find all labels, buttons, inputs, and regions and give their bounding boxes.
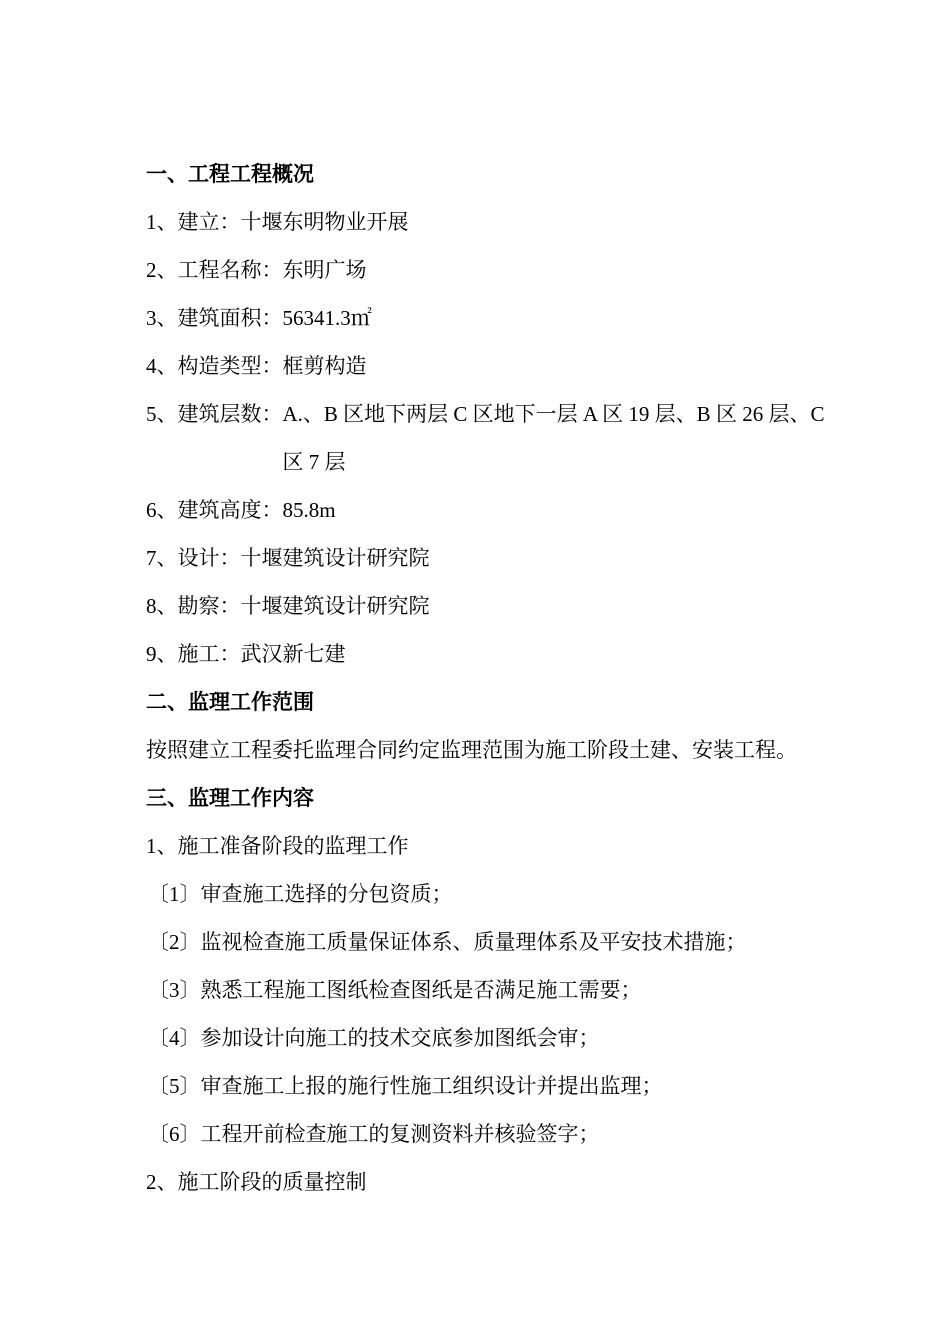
list-item-prep-6: 〔6〕工程开前检查施工的复测资料并核验签字； xyxy=(148,1122,600,1146)
list-item-prep-1: 〔1〕审查施工选择的分包资质； xyxy=(148,882,453,906)
subheading-preparation-stage: 1、施工准备阶段的监理工作 xyxy=(146,834,409,858)
list-item-prep-5: 〔5〕审查施工上报的施行性施工组织设计并提出监理； xyxy=(148,1074,663,1098)
document-body xyxy=(146,150,886,1206)
floor-count-value xyxy=(283,390,887,486)
section-heading-overview: 一、工程工程概况 xyxy=(146,162,314,186)
list-item-prep-2: 〔2〕监视检查施工质量保证体系、质量理体系及平安技术措施； xyxy=(148,930,747,954)
floor-count-value-line1: A.、B 区地下两层 C 区地下一层 A 区 19 层、B 区 26 层、C xyxy=(282,402,825,426)
list-item-structure-type: 4、构造类型：框剪构造 xyxy=(146,354,367,378)
list-item-prep-3: 〔3〕熟悉工程施工图纸检查图纸是否满足施工需要； xyxy=(148,978,642,1002)
list-item-floor-count xyxy=(146,390,886,486)
floor-count-value-line2: 区 7 层 xyxy=(282,450,346,474)
section-heading-content: 三、监理工作内容 xyxy=(146,786,314,810)
floor-count-label: 5、建筑层数： xyxy=(146,402,283,426)
list-item-client: 1、建立：十堰东明物业开展 xyxy=(146,210,409,234)
list-item-design: 7、设计：十堰建筑设计研究院 xyxy=(146,546,430,570)
list-item-building-height: 6、建筑高度：85.8m xyxy=(146,498,336,522)
section-heading-scope: 二、监理工作范围 xyxy=(146,690,314,714)
scope-paragraph: 按照建立工程委托监理合同约定监理范围为施工阶段土建、安装工程。 xyxy=(146,738,797,762)
list-item-survey: 8、勘察：十堰建筑设计研究院 xyxy=(146,594,430,618)
subheading-quality-control: 2、施工阶段的质量控制 xyxy=(146,1170,367,1194)
list-item-construction: 9、施工：武汉新七建 xyxy=(146,642,346,666)
list-item-prep-4: 〔4〕参加设计向施工的技术交底参加图纸会审； xyxy=(148,1026,600,1050)
list-item-building-area: 3、建筑面积：56341.3㎡ xyxy=(146,306,372,330)
list-item-project-name: 2、工程名称：东明广场 xyxy=(146,258,367,282)
